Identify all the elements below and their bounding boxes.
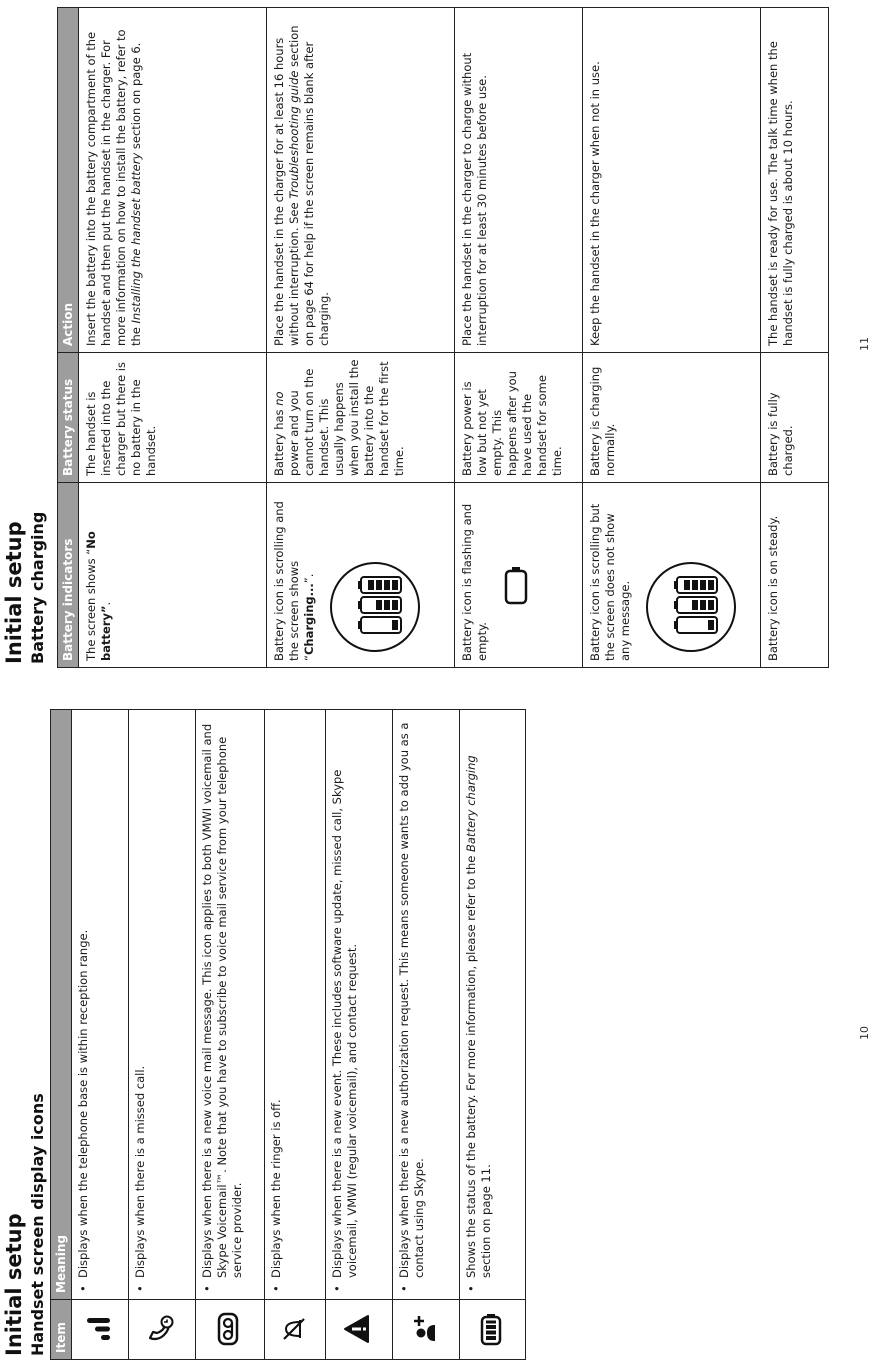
signal-strength-icon	[83, 1315, 113, 1345]
new-event-warning-icon	[342, 1315, 372, 1345]
table-row: Battery icon is scrolling and the screen shows “Charging...”. Battery has no power and you cannot turn on the handset. This usually happens when you install the battery into the handset for the first time. Place the handset in the charger for at least 16 hours without interruption. See Troubleshooting guide section on page 64 for help if the screen remains blank after charging.	[267, 8, 455, 668]
meaning-text: Displays when the telephone base is within reception range.	[76, 929, 90, 1278]
page-number: 10	[858, 1026, 871, 1040]
table-row: • Shows the status of the battery. For more information, please refer to the Battery charging section on page 11.	[460, 710, 526, 1360]
table-header-row	[58, 8, 79, 668]
meaning-text: Displays when the ringer is off.	[269, 1099, 283, 1278]
table-row: Battery icon is flashing and empty. Battery power is low but not yet empty. This happens after you have used the handset for some time. Place the handset in the charger to charge without interruption for at least 30 minutes before use.	[455, 8, 583, 668]
icons-table	[50, 709, 526, 1360]
ringer-off-icon	[278, 1315, 308, 1345]
page-number: 11	[858, 337, 871, 351]
header-meaning: Meaning	[51, 710, 72, 1300]
status-text: Battery is fully charged.	[761, 353, 829, 483]
header-battery-indicators: Battery indicators	[58, 483, 79, 668]
meaning-text: Displays when there is a new voice mail message. This icon applies to both VMWI voicemail and Skype Voicemail™. Note that you have to subscribe to voice mail service from your telephone service provider.	[200, 723, 244, 1278]
page-10	[0, 682, 874, 1362]
meaning-text: Shows the status of the battery. For more information, please refer to the Battery charging section on page 11.	[464, 755, 493, 1278]
table-row	[761, 8, 829, 668]
table-row: • Displays when the telephone base is within reception range.	[72, 710, 129, 1360]
section-title: Handset screen display icons	[28, 1093, 47, 1356]
battery-icon	[476, 1313, 506, 1347]
battery-charging-reference: Battery charging	[464, 755, 478, 852]
indicator-text: Battery icon is on steady.	[761, 483, 829, 668]
page-11	[0, 0, 874, 672]
status-text: Battery is charging normally.	[583, 353, 761, 483]
table-row: • Displays when there is a new event. These includes software update, missed call, Skype voicemail, VMWI (regular voicemail), and contact request.	[326, 710, 393, 1360]
action-text: Insert the battery into the battery compartment of the handset and then put the handset in the charger. For more information on how to install the battery, refer to the Installing the handset battery section on page 6.	[79, 8, 267, 353]
authorization-request-icon	[409, 1315, 439, 1345]
battery-empty-icon	[504, 565, 528, 605]
meaning-text: Displays when there is a missed call.	[133, 1065, 147, 1278]
section-title: Battery charging	[28, 511, 47, 664]
action-text: The handset is ready for use. The talk time when the handset is fully charged is about 10 hours.	[761, 8, 829, 353]
header-battery-status: Battery status	[58, 353, 79, 483]
action-text: Place the handset in the charger to charge without interruption for at least 30 minutes before use.	[455, 8, 583, 353]
action-text: Place the handset in the charger for at least 16 hours without interruption. See Troubleshooting guide section on page 64 for help if the screen remains blank after charging.	[267, 8, 455, 353]
missed-call-icon	[145, 1315, 175, 1345]
header-item: Item	[51, 1300, 72, 1360]
status-text: Battery has no power and you cannot turn on the handset. This usually happens when you install the battery into the handset for the first time.	[267, 353, 455, 483]
page-title: Initial setup	[2, 1213, 26, 1356]
table-row: The screen shows “No battery”. The handset is inserted into the charger but there is no battery in the handset. Insert the battery into the battery compartment of the handset and then put the handset in the charger. For more information on how to install the battery, refer to the Installing the handset battery section on page 6.	[79, 8, 267, 668]
action-text: Keep the handset in the charger when not in use.	[583, 8, 761, 353]
meaning-text: Displays when there is a new event. These includes software update, missed call, Skype voicemail, VMWI (regular voicemail), and contact request.	[330, 769, 359, 1278]
status-text: The handset is inserted into the charger but there is no battery in the handset.	[79, 353, 267, 483]
table-row: • Displays when there is a new voice mail message. This icon applies to both VMWI voicemail and Skype Voicemail™. Note that you have to subscribe to voice mail service from your telephone service provider.	[196, 710, 265, 1360]
battery-charging-animation-icon	[645, 561, 737, 653]
header-action: Action	[58, 8, 79, 353]
table-row: • Displays when there is a new authorization request. This means someone wants to add you as a contact using Skype.	[393, 710, 460, 1360]
meaning-text: Displays when there is a new authorization request. This means someone wants to add you as a contact using Skype.	[397, 722, 426, 1278]
table-row: • Displays when there is a missed call.	[129, 710, 196, 1360]
voicemail-icon	[213, 1313, 243, 1347]
table-row: Battery icon is scrolling but the screen does not show any message. Battery is charging normally. Keep the handset in the charger when not in use.	[583, 8, 761, 668]
page-title: Initial setup	[2, 521, 26, 664]
status-text: Battery power is low but not yet empty. This happens after you have used the handset for some time.	[455, 353, 583, 483]
table-header-row	[51, 710, 72, 1360]
battery-charging-animation-icon	[329, 561, 421, 653]
table-row: • Displays when the ringer is off.	[265, 710, 326, 1360]
battery-charging-table	[57, 7, 829, 668]
